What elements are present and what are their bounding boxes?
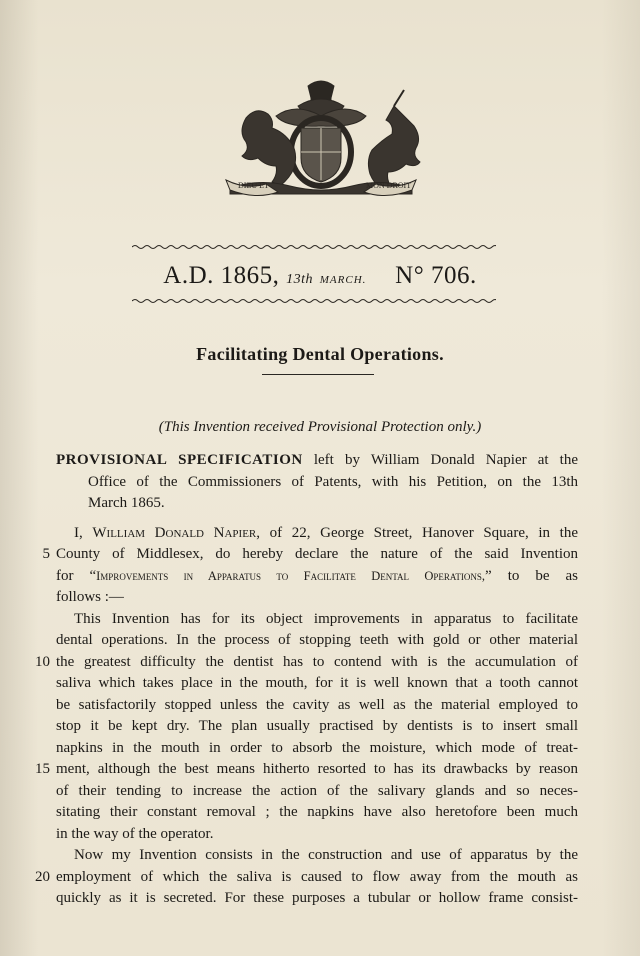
body-line-1: I, William Donald Napier, of 22, George Street, Hanover Square, in the [74, 525, 579, 541]
body-line-17: employment of which the saliva is caused to flow away from the mouth as [56, 869, 578, 885]
body-line-2: County of Middlesex, do hereby declare the nature of the said Invention [56, 546, 578, 562]
line-number-5: 5 [42, 546, 50, 562]
body-line-10: stop it be kept dry. The plan usually practised by dentists is to insert small [56, 718, 578, 734]
line-number-20: 20 [35, 869, 50, 885]
ornamental-rule-top [132, 244, 496, 250]
body-line-14: sitating their constant removal ; the napkins have also heretofore been much [56, 804, 578, 820]
year: A.D. 1865, [163, 262, 280, 289]
spec-line-3: March 1865. [88, 495, 165, 511]
date-month: MARCH. [319, 274, 367, 286]
date-day: 13th [286, 272, 314, 287]
royal-coat-of-arms [216, 76, 426, 208]
spec-line-2: Office of the Commissioners of Patents, with his Petition, on the 13th [88, 474, 578, 490]
title-underline [262, 374, 374, 375]
invention-title: Facilitating Dental Operations. [196, 344, 444, 364]
body-line-8: saliva which takes place in the mouth, for it is well known that a tooth cannot [56, 675, 578, 691]
line-number-15: 15 [35, 761, 50, 777]
body-line-11: napkins in the mouth in order to absorb the moisture, which mode of treat- [56, 740, 578, 756]
body-line-18: quickly as it is secreted. For these purposes a tubular or hollow frame consist- [56, 890, 578, 906]
spec-line-1 [56, 450, 578, 471]
body-line-3: for “Improvements in Apparatus to Facilitate Dental Operations,” to be as [56, 568, 578, 584]
ornamental-rule-bottom [132, 298, 496, 304]
spec-heading: PROVISIONAL SPECIFICATION [56, 452, 303, 468]
body-line-16: Now my Invention consists in the construction and use of apparatus by the [74, 847, 578, 863]
invention-full-title: Improvements in Apparatus to Facilitate Dental Operations, [96, 569, 486, 583]
patent-number: N° 706. [395, 262, 477, 289]
spec-line-1-rest: left by William Donald Napier at the [313, 452, 578, 468]
line-number-10: 10 [35, 654, 50, 670]
motto-right: MON DROIT [366, 181, 412, 190]
body-line-9: be satisfactorily stopped unless the cavity as well as the material employed to [56, 697, 578, 713]
provisional-note: (This Invention received Provisional Protection only.) [158, 419, 482, 435]
body-line-6: dental operations. In the process of stopping teeth with gold or other material [56, 632, 578, 648]
inventor-name: William Donald Napier, [92, 525, 261, 541]
body-line-12: ment, although the best means hitherto resorted to has its drawbacks by reason [56, 761, 578, 777]
patent-header [0, 262, 640, 290]
motto-left: DIEU ET [238, 181, 269, 190]
body-line-13: of their tending to increase the action of the salivary glands and so neces- [56, 783, 578, 799]
body-line-4: follows :— [56, 589, 124, 605]
body-line-15: in the way of the operator. [56, 826, 214, 842]
body-line-7: the greatest difficulty the dentist has to contend with is the accumulation of [56, 654, 578, 670]
body-line-5: This Invention has for its object improvements in apparatus to facilitate [74, 611, 578, 627]
